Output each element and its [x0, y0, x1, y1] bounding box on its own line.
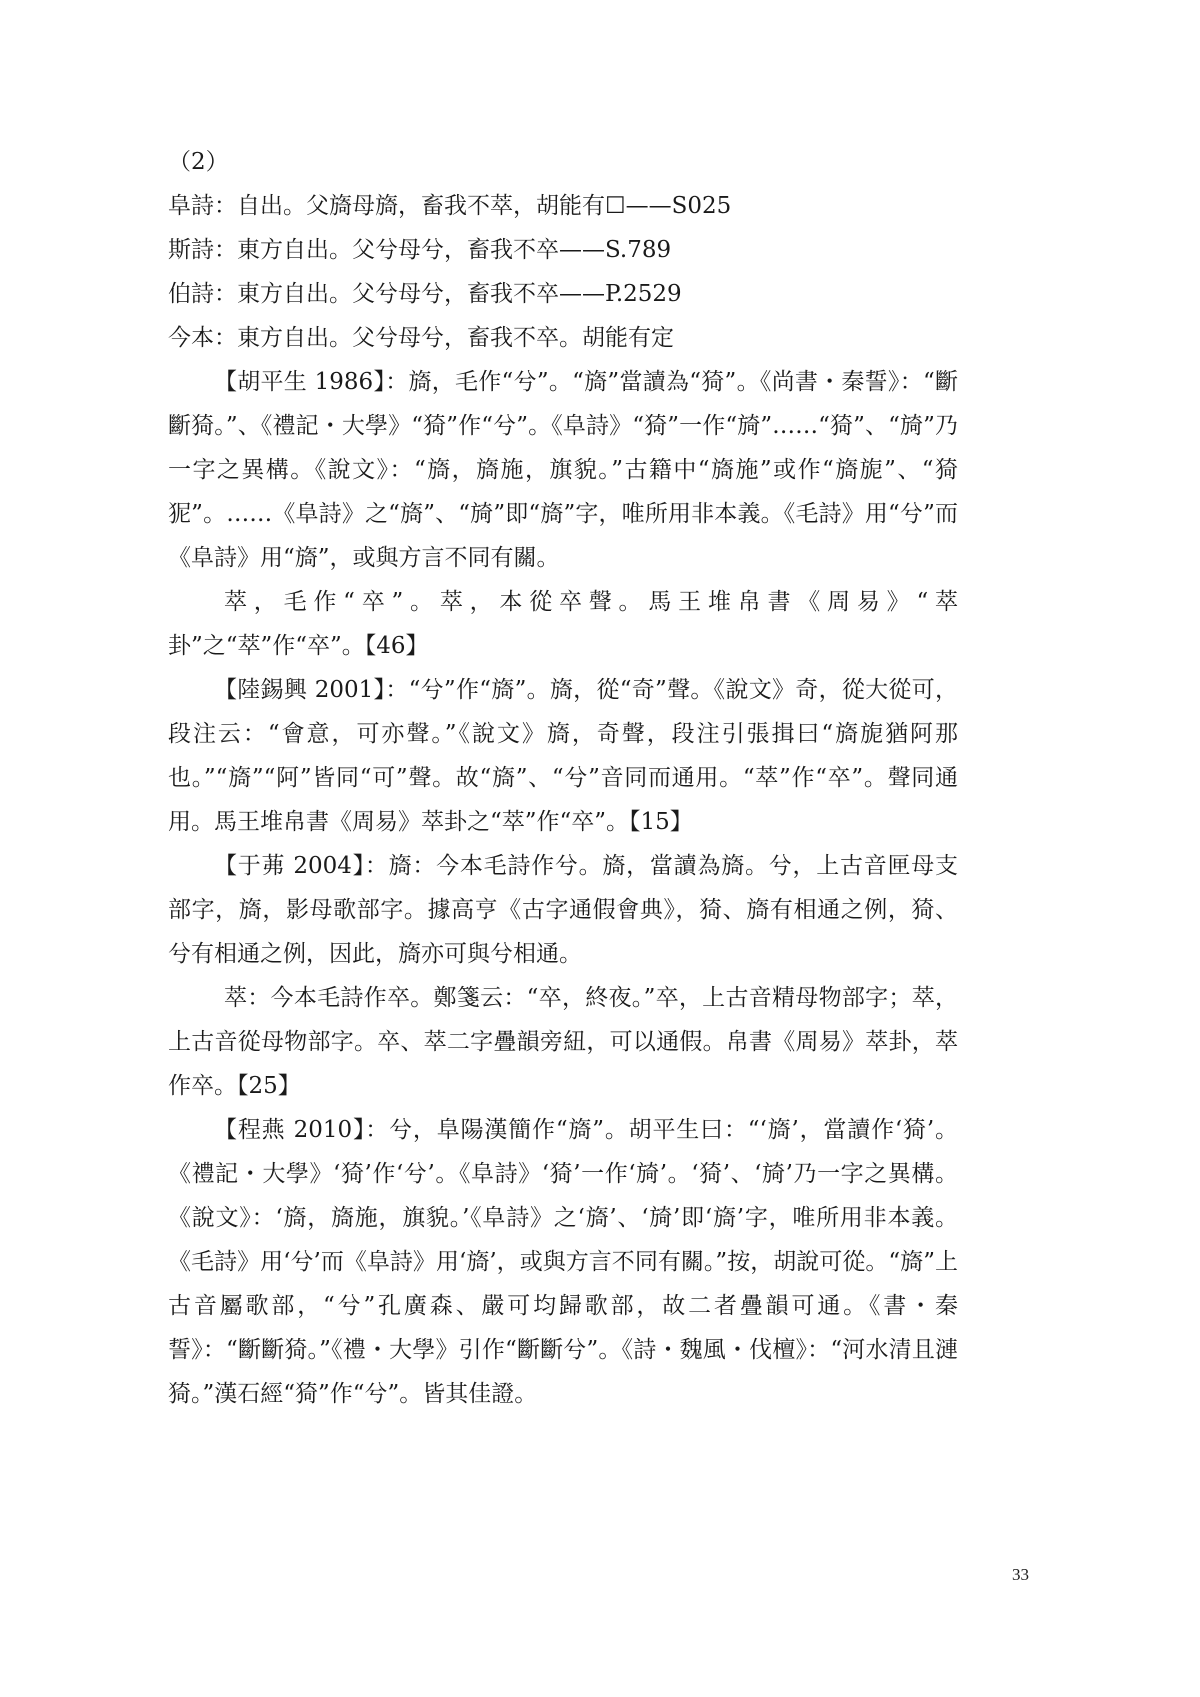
version-line-bo: 伯詩：東方自出。父兮母兮，畜我不卒——P.2529: [168, 281, 682, 307]
commentary-hu-pingsheng-cui: 萃，毛作“卒”。萃，本從卒聲。馬王堆帛書《周易》“萃卦”之“萃”作“卒”。【46】: [168, 589, 958, 659]
document-body: [168, 140, 958, 1416]
version-line-jinben: 今本：東方自出。父兮母兮，畜我不卒。胡能有定: [168, 325, 674, 351]
commentary-hu-pingsheng: 【胡平生 1986】：旖，毛作“兮”。“旖”當讀為“猗”。《尚書・秦誓》：“斷斷猗。”、《禮記・大學》“猗”作“兮”。《阜詩》“猗”一作“旑”……“猗”、“旑”乃一字之異構。《說文》：“旖，旖施，旗貌。”古籍中“旖施”或作“旖旎”、“猗狔”。……《阜詩》之“旖”、“旑”即“旖”字，唯所用非本義。《毛詩》用“兮”而《阜詩》用“旖”，或與方言不同有關。: [168, 369, 958, 571]
version-line-si: 斯詩：東方自出。父兮母兮，畜我不卒——S.789: [168, 237, 672, 263]
section-label: （2）: [168, 149, 229, 175]
commentary-cheng-yan: 【程燕 2010】：兮，阜陽漢簡作“旖”。胡平生曰：“‘旖’，當讀作‘猗’。《禮記・大學》‘猗’作‘兮’。《阜詩》‘猗’一作‘旑’。‘猗’、‘旑’乃一字之異構。《說文》：‘旖，旖施，旗貌。’《阜詩》之‘旖’、‘旑’即‘旖’字，唯所用非本義。《毛詩》用‘兮’而《阜詩》用‘旖’，或與方言不同有關。”按，胡說可從。“旖”上古音屬歌部，“兮”孔廣森、嚴可均歸歌部，故二者疊韻可通。《書・秦誓》：“斷斷猗。”《禮・大學》引作“斷斷兮”。《詩・魏風・伐檀》：“河水清且漣猗。”漢石經“猗”作“兮”。皆其佳證。: [168, 1117, 958, 1407]
commentary-lu-xixing: 【陸錫興 2001】：“兮”作“旖”。旖，從“奇”聲。《說文》奇，從大從可，段注云：“會意，可亦聲。”《說文》旖，奇聲，段注引張揖曰“旖旎猶阿那也。”“旖”“阿”皆同“可”聲。故“旖”、“兮”音同而通用。“萃”作“卒”。聲同通用。馬王堆帛書《周易》萃卦之“萃”作“卒”。【15】: [168, 677, 958, 835]
commentary-yu-fu: 【于茀 2004】：旖：今本毛詩作兮。旖，當讀為旖。兮，上古音匣母支部字，旖，影母歌部字。據高亨《古字通假會典》，猗、旖有相通之例，猗、兮有相通之例，因此，旖亦可與兮相通。: [168, 853, 958, 967]
page-number: 33: [1012, 1565, 1029, 1584]
version-line-fu: 阜詩：自出。父旖母旖，畜我不萃，胡能有☐——S025: [168, 193, 732, 219]
commentary-yu-fu-cui: 萃：今本毛詩作卒。鄭箋云：“卒，終夜。”卒，上古音精母物部字；萃，上古音從母物部字。卒、萃二字疊韻旁紐，可以通假。帛書《周易》萃卦，萃作卒。【25】: [168, 985, 958, 1099]
